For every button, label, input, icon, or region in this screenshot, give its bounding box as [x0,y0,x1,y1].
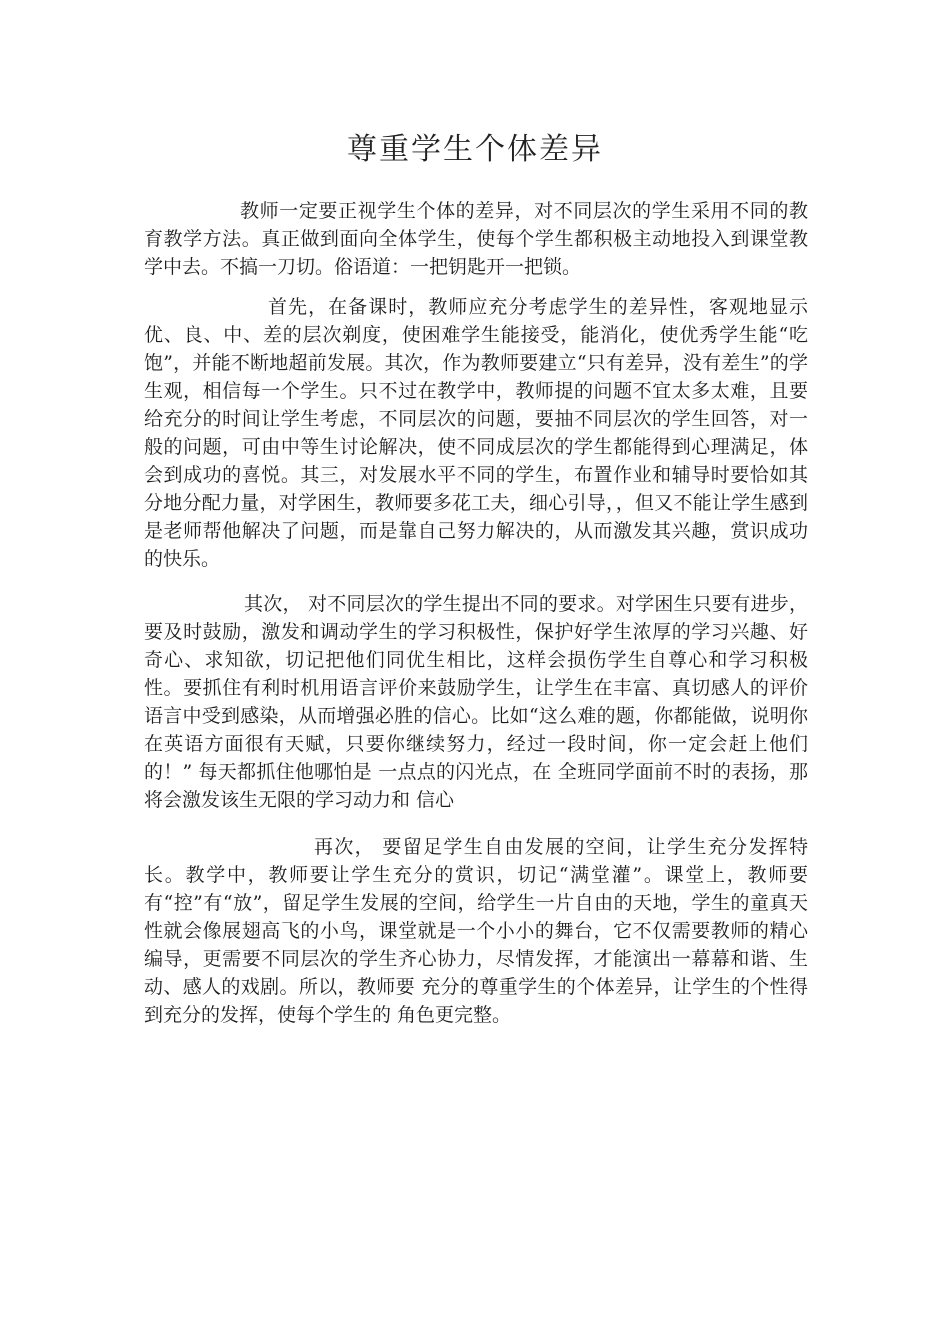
paragraph-second-point: 其次， 对不同层次的学生提出不同的要求。对学困生只要有进步，要及时鼓励，激发和调动学生的学习积极性，保护好学生浓厚的学习兴趣、好奇心、求知欲，切记把他们同优生相比，这样会损伤学生自尊心和学习积极性。要抓住有利时机用语言评价来鼓励学生，让学生在丰富、真切感人的评价语言中受到感染，从而增强必胜的信心。比如“这么难的题，你都能做，说明你在英语方面很有天赋，只要你继续努力，经过一段时间，你一定会赶上他们的！” 每天都抓住他哪怕是 一点点的闪光点，在 全班同学面前不时的表扬，那 将会激发该生无限的学习动力和 信心 [144,593,808,811]
document-title: 尊重学生个体差异 [347,132,603,167]
paragraph-third-point: 再次， 要留足学生自由发展的空间，让学生充分发挥特长。教学中，教师要让学生充分的赏识，切记“满堂灌”。课堂上，教师要有“控”有“放”，留足学生发展的空间，给学生一片自由的天地，学生的童真天性就会像展翅高飞的小鸟，课堂就是一个小小的舞台，它不仅需要教师的精心编导，更需要不同层次的学生齐心协力，尽情发挥，才能演出一幕幕和谐、生动、感人的戏剧。所以，教师要 充分的尊重学生的个体差异，让学生的个性得到充分的发挥，使每个学生的 角色更完整。 [144,836,808,1026]
paragraph-intro: 教师一定要正视学生个体的差异，对不同层次的学生采用不同的教育教学方法。真正做到面向全体学生，使每个学生都积极主动地投入到课堂教学中去。不搞一刀切。俗语道：一把钥匙开一把锁。 [144,200,808,278]
paragraph-first-point: 首先，在备课时，教师应充分考虑学生的差异性，客观地显示优、良、中、差的层次剃度，使困难学生能接受，能消化，使优秀学生能“吃饱”，并能不断地超前发展。其次，作为教师要建立“只有差异，没有差生”的学生观，相信每一个学生。只不过在教学中，教师提的问题不宜太多太难，且要给充分的时间让学生考虑，不同层次的问题，要抽不同层次的学生回答，对一般的问题，可由中等生讨论解决，使不同成层次的学生都能得到心理满足，体会到成功的喜悦。其三，对发展水平不同的学生，布置作业和辅导时要恰如其分地分配力量，对学困生，教师要多花工夫，细心引导，，但又不能让学生感到是老师帮他解决了问题，而是靠自己努力解决的，从而激发其兴趣，赏识成功的快乐。 [144,296,808,570]
